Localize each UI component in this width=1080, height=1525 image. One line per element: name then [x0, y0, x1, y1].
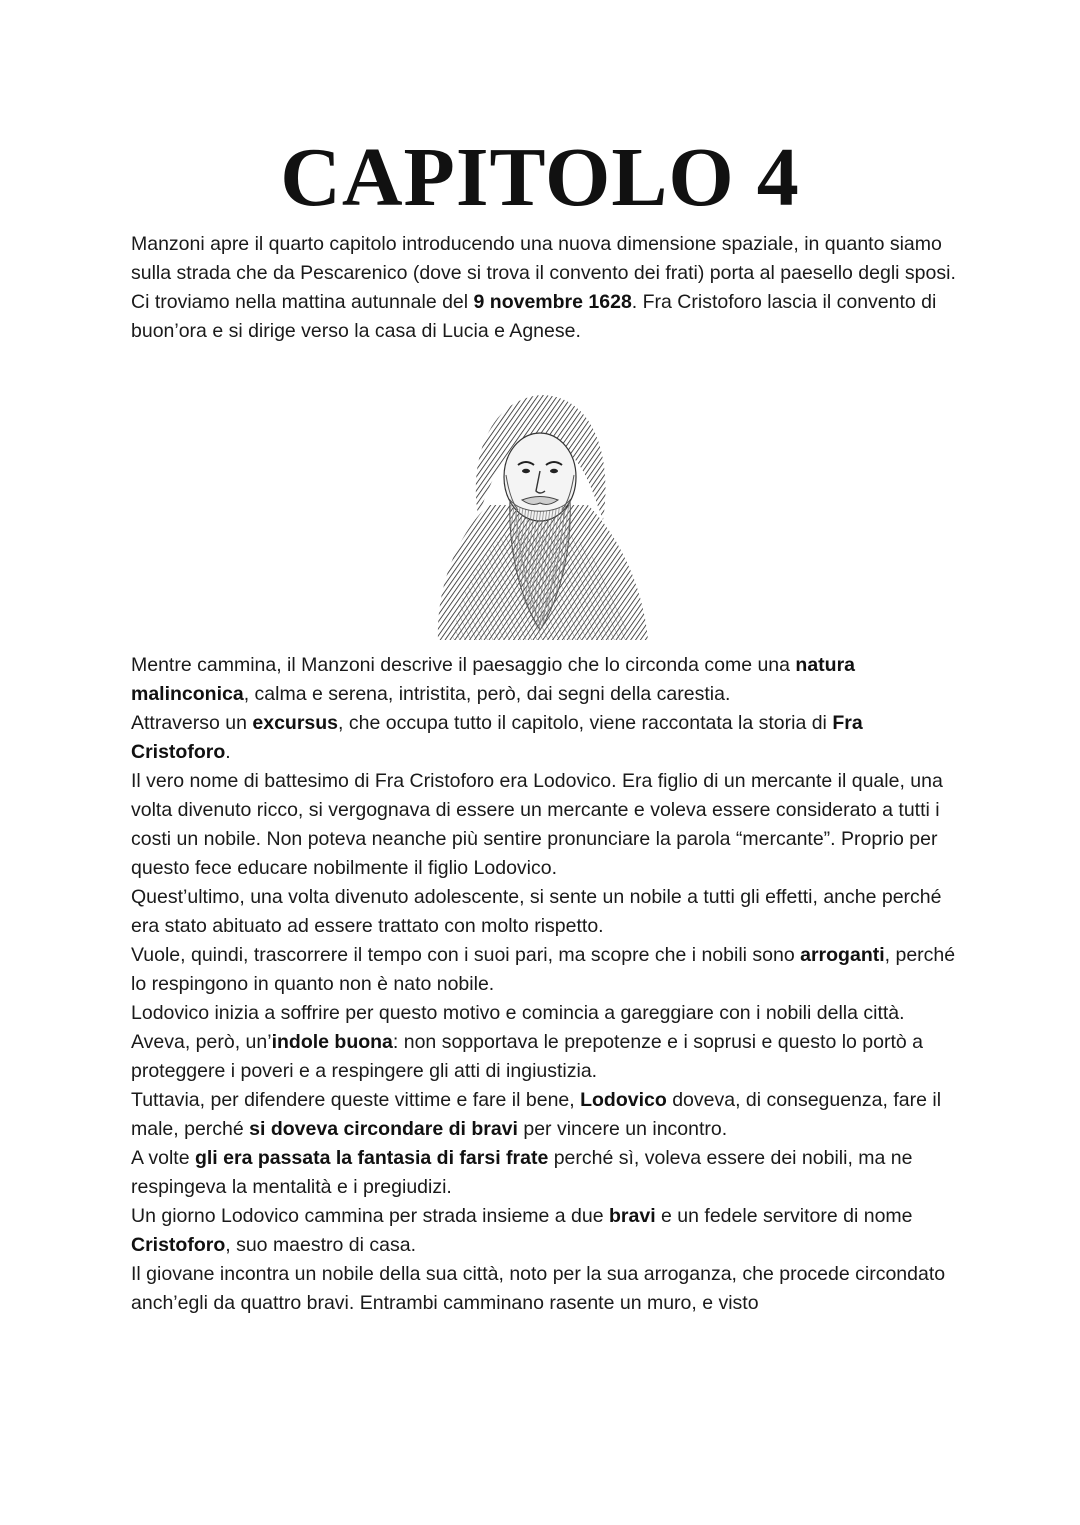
text-run: Tuttavia, per difendere queste vittime e fare il bene, — [131, 1089, 581, 1111]
paragraph — [131, 1260, 961, 1318]
paragraph — [131, 767, 961, 883]
page-title: CAPITOLO 4 — [280, 131, 800, 224]
text-run: e un fedele servitore di nome — [655, 1205, 913, 1227]
bold-text-run: arroganti — [800, 944, 885, 966]
text-run: A volte — [131, 1147, 195, 1169]
text-run: , perché lo respingono in quanto non è nato nobile. — [131, 944, 956, 995]
bold-text-run: gli era passata la fantasia di farsi frate — [194, 1147, 549, 1169]
text-run: . — [225, 741, 231, 763]
bold-text-run: si doveva circondare di bravi — [249, 1118, 518, 1140]
paragraph — [131, 288, 961, 346]
text-run: Il giovane incontra un nobile della sua città, noto per la sua arroganza, che procede circondato anch’egli da quattro bravi. Entrambi camminano rasente un muro, e visto — [131, 1263, 946, 1314]
text-run: Quest’ultimo, una volta divenuto adolescente, si sente un nobile a tutti gli effetti, anche perché era stato abituato ad essere trattato con molto rispetto. — [131, 886, 942, 937]
paragraph — [131, 709, 961, 767]
paragraph — [131, 1086, 961, 1144]
bold-text-run: bravi — [609, 1205, 656, 1227]
paragraph — [131, 941, 961, 999]
text-run: Il vero nome di battesimo di Fra Cristoforo era Lodovico. Era figlio di un mercante il quale, una volta divenuto ricco, si vergognava di essere un mercante e voleva essere considerato a tutti i costi un nobile. Non poteva neanche più sentire pronunciare la parola “mercante”. Proprio per questo fece educare nobilmente il figlio Lodovico. — [131, 770, 943, 879]
paragraph — [131, 230, 961, 288]
text-run: Ci troviamo nella mattina autunnale del — [131, 291, 474, 313]
text-run: Attraverso un — [131, 712, 253, 734]
paragraph — [131, 1144, 961, 1202]
bold-text-run: Cristoforo — [131, 1234, 226, 1256]
bold-text-run: 9 novembre 1628 — [473, 291, 632, 313]
text-run: : non sopportava le prepotenze e i soprusi e questo lo portò a proteggere i poveri e a respingere gli atti di ingiustizia. — [131, 1031, 924, 1082]
text-run: Un giorno Lodovico cammina per strada insieme a due — [131, 1205, 610, 1227]
paragraph — [131, 1202, 961, 1260]
bold-text-run: Lodovico — [580, 1089, 667, 1111]
bold-text-run: natura malinconica — [131, 654, 856, 705]
text-run: . Fra Cristoforo lascia il convento di buon’ora e si dirige verso la casa di Lucia e Agnese. — [131, 291, 937, 342]
text-run: doveva, di conseguenza, fare il male, perché — [131, 1089, 942, 1140]
intro-text — [131, 230, 961, 346]
paragraph — [131, 651, 961, 709]
text-run: perché sì, voleva essere dei nobili, ma ne respingeva la mentalità e i pregiudizi. — [131, 1147, 913, 1198]
bold-text-run: Fra Cristoforo — [131, 712, 863, 763]
text-run: , calma e serena, intristita, però, dai segni della carestia. — [243, 683, 731, 705]
bold-text-run: indole buona — [271, 1031, 393, 1053]
paragraph — [131, 883, 961, 941]
text-run: , che occupa tutto il capitolo, viene raccontata la storia di — [338, 712, 833, 734]
text-run: , suo maestro di casa. — [225, 1234, 417, 1256]
fra-cristoforo-portrait-icon — [418, 385, 658, 645]
text-run: per vincere un incontro. — [517, 1118, 728, 1140]
text-run: Lodovico inizia a soffrire per questo motivo e comincia a gareggiare con i nobili della città. Aveva, però, un’ — [131, 1002, 905, 1053]
text-run: Vuole, quindi, trascorrere il tempo con i suoi pari, ma scopre che i nobili sono — [131, 944, 801, 966]
bold-text-run: excursus — [252, 712, 339, 734]
paragraph — [131, 999, 961, 1086]
text-run: Mentre cammina, il Manzoni descrive il paesaggio che lo circonda come una — [131, 654, 796, 676]
text-run: Manzoni apre il quarto capitolo introducendo una nuova dimensione spaziale, in quanto siamo sulla strada che da Pescarenico (dove si trova il convento dei frati) porta al paesello degli sposi. — [131, 233, 956, 284]
body-text — [131, 651, 961, 1318]
